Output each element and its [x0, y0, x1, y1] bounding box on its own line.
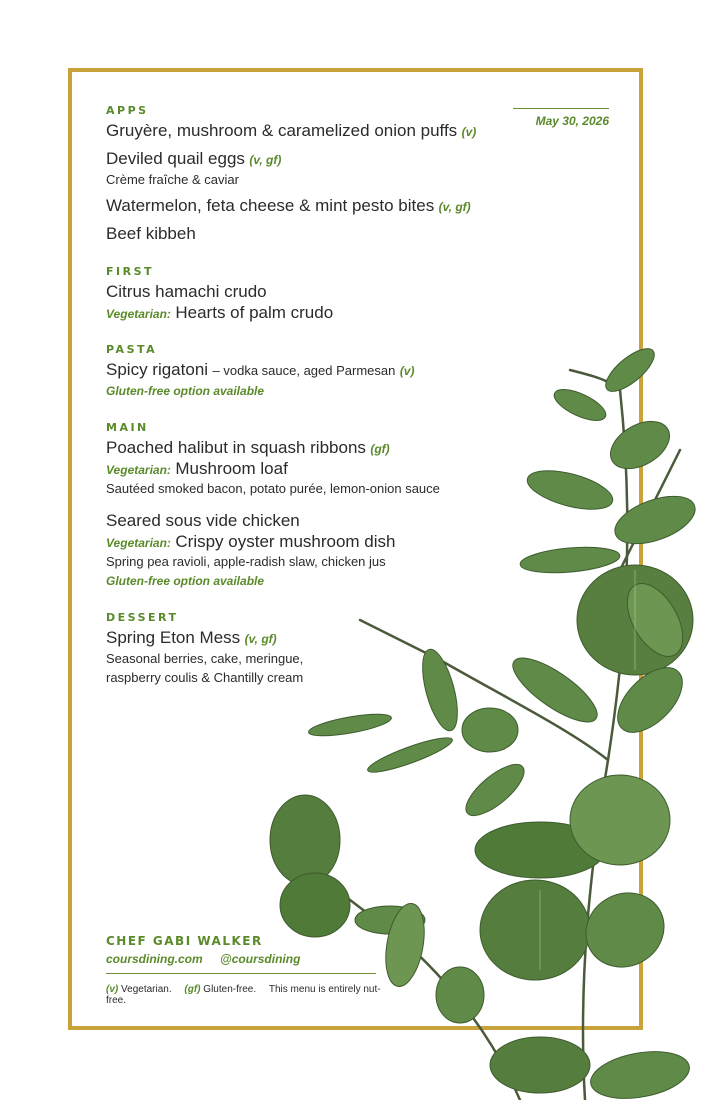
- diet-tag: (v, gf): [438, 200, 471, 214]
- menu-item: [106, 223, 526, 245]
- section-heading: DESSERT: [106, 611, 179, 624]
- section-heading: PASTA: [106, 343, 158, 356]
- vegetarian-option: Crispy oyster mushroom dish: [175, 532, 396, 551]
- section-apps: [106, 104, 526, 245]
- diet-tag: (gf): [370, 442, 390, 456]
- legend-gf-text: Gluten-free.: [203, 984, 257, 995]
- gluten-free-note: Gluten-free option available: [106, 574, 265, 588]
- item-name: Poached halibut in squash ribbons: [106, 438, 366, 457]
- menu-item: [106, 120, 526, 142]
- menu-item: [106, 281, 526, 323]
- menu-item: [106, 195, 526, 217]
- section-heading: FIRST: [106, 265, 155, 278]
- diet-tag: (v): [461, 125, 477, 139]
- menu-item: [106, 148, 526, 189]
- item-description: – vodka sauce, aged Parmesan: [212, 363, 396, 378]
- chef-links: [106, 952, 386, 966]
- legend-nut-text: This menu is entirely nut-free.: [106, 984, 381, 1006]
- divider: [106, 973, 376, 974]
- legend-v-tag: (v): [106, 984, 119, 995]
- section-heading: APPS: [106, 104, 149, 117]
- item-description-line: raspberry coulis & Chantilly cream: [106, 670, 304, 685]
- item-name: Gruyère, mushroom & caramelized onion puffs: [106, 121, 458, 140]
- menu-date: May 30, 2026: [513, 108, 609, 128]
- chef-name: CHEF GABI WALKER: [106, 934, 263, 948]
- item-description-line: Seasonal berries, cake, meringue,: [106, 651, 304, 666]
- vegetarian-option: Mushroom loaf: [175, 459, 288, 478]
- item-name: Spicy rigatoni: [106, 360, 209, 379]
- item-name: Seared sous vide chicken: [106, 511, 300, 530]
- social-handle-link[interactable]: @coursdining: [220, 952, 301, 966]
- diet-tag: (v): [399, 364, 415, 378]
- vegetarian-label: Vegetarian:: [106, 307, 171, 321]
- website-link[interactable]: coursdining.com: [106, 952, 203, 966]
- section-heading: MAIN: [106, 421, 149, 434]
- legend-gf-tag: (gf): [184, 984, 201, 995]
- vegetarian-option: Hearts of palm crudo: [175, 303, 334, 322]
- item-description: Sautéed smoked bacon, potato purée, lemon-onion sauce: [106, 481, 440, 496]
- item-description: Crème fraîche & caviar: [106, 172, 239, 187]
- item-name: Spring Eton Mess: [106, 628, 241, 647]
- gluten-free-note: Gluten-free option available: [106, 384, 265, 398]
- diet-tag: (v, gf): [244, 632, 277, 646]
- vegetarian-label: Vegetarian:: [106, 536, 171, 550]
- diet-legend: [106, 984, 386, 1006]
- item-name: Citrus hamachi crudo: [106, 282, 267, 301]
- item-description: Spring pea ravioli, apple-radish slaw, chicken jus: [106, 554, 386, 569]
- section-first: [106, 265, 526, 323]
- diet-tag: (v, gf): [249, 153, 282, 167]
- legend-v-text: Vegetarian.: [121, 984, 172, 995]
- chef-block: [106, 934, 386, 1006]
- item-name: Beef kibbeh: [106, 224, 196, 243]
- item-name: Deviled quail eggs: [106, 149, 245, 168]
- item-name: Watermelon, feta cheese & mint pesto bites: [106, 196, 435, 215]
- vegetarian-label: Vegetarian:: [106, 463, 171, 477]
